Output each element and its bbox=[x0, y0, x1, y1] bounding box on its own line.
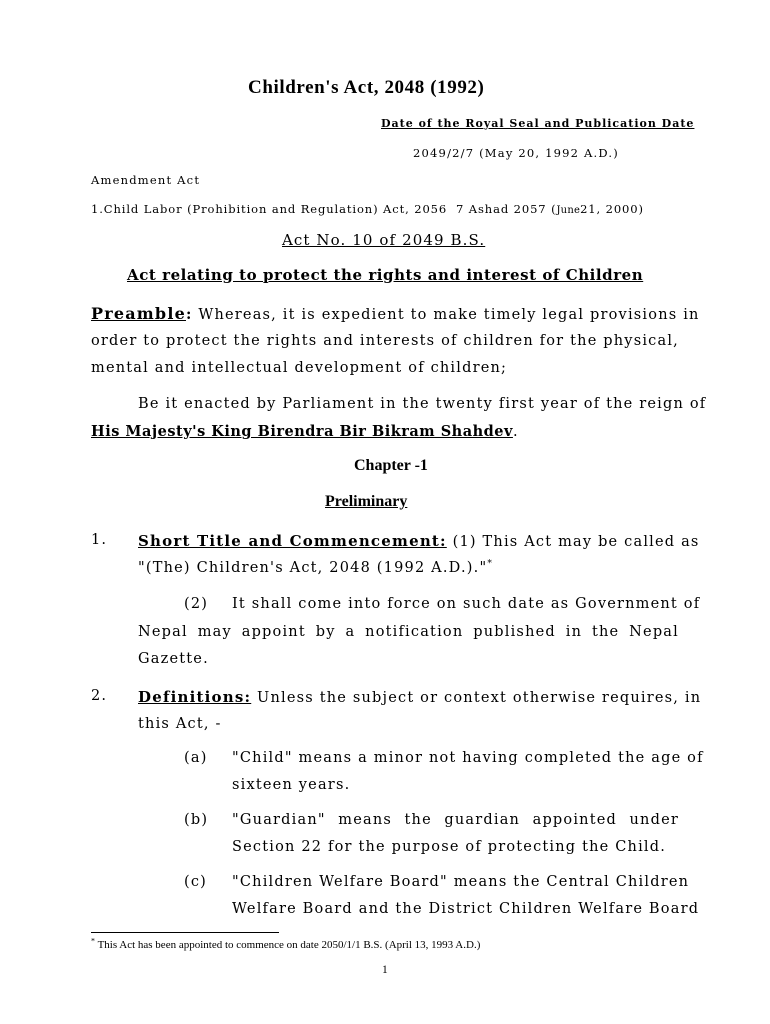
definition-c-label: (c) bbox=[184, 874, 208, 890]
section-1-number: 1. bbox=[91, 532, 108, 548]
amendment-act-name: 1.Child Labor (Prohibition and Regulation) Act, 2056 bbox=[91, 202, 448, 216]
amendment-date-prefix: 7 Ashad 2057 ( bbox=[456, 202, 557, 216]
section-1-text-2: "(The) Children's Act, 2048 (1992 A.D.)." bbox=[138, 560, 488, 576]
preamble-label: Preamble bbox=[91, 304, 186, 323]
seal-date: 2049/2/7 (May 20, 1992 A.D.) bbox=[413, 146, 619, 160]
definition-b-line-2: Section 22 for the purpose of protecting the Child. bbox=[232, 839, 667, 855]
seal-date-heading: Date of the Royal Seal and Publication Date bbox=[381, 117, 695, 130]
act-heading: Act relating to protect the rights and interest of Children bbox=[127, 266, 644, 284]
section-1-line-1 bbox=[138, 532, 700, 550]
preamble-colon: : bbox=[185, 306, 193, 323]
act-number: Act No. 10 of 2049 B.S. bbox=[282, 231, 486, 249]
amendment-date-suffix: 21, 2000) bbox=[580, 202, 644, 216]
section-1-heading: Short Title and Commencement: bbox=[138, 532, 447, 550]
preamble-line-3: mental and intellectual development of children; bbox=[91, 360, 508, 376]
footnote-divider bbox=[91, 932, 279, 933]
section-1-line-2 bbox=[138, 560, 493, 576]
footnote-reference: * bbox=[487, 559, 494, 570]
enactment-line-2 bbox=[91, 423, 518, 440]
definition-c-line-2: Welfare Board and the District Children Welfare Board bbox=[232, 901, 700, 917]
section-2-text-1: Unless the subject or context otherwise requires, in bbox=[257, 690, 702, 706]
section-1-sub-2-line-1: It shall come into force on such date as Government of bbox=[232, 596, 701, 612]
preamble-line-2: order to protect the rights and interests of children for the physical, bbox=[91, 333, 679, 349]
chapter-title: Preliminary bbox=[325, 493, 408, 510]
definition-b-line-1: "Guardian" means the guardian appointed under bbox=[232, 812, 679, 828]
enactment-period: . bbox=[512, 424, 518, 440]
amendment-heading: Amendment Act bbox=[91, 173, 201, 187]
document-title: Children's Act, 2048 (1992) bbox=[248, 77, 485, 98]
amendment-date bbox=[456, 202, 644, 216]
preamble-line-1 bbox=[91, 304, 700, 323]
chapter-heading: Chapter -1 bbox=[354, 457, 428, 474]
footnote bbox=[91, 936, 481, 951]
definition-a-label: (a) bbox=[184, 750, 208, 766]
section-1-sub-2-line-3: Gazette. bbox=[138, 651, 209, 667]
preamble-text-1: Whereas, it is expedient to make timely legal provisions in bbox=[198, 307, 700, 323]
section-2-number: 2. bbox=[91, 688, 108, 704]
definition-b-label: (b) bbox=[184, 812, 209, 828]
section-2-heading: Definitions: bbox=[138, 688, 252, 706]
definition-a-line-1: "Child" means a minor not having completed the age of bbox=[232, 750, 704, 766]
footnote-mark: * bbox=[91, 936, 95, 946]
section-1-sub-2-line-2: Nepal may appoint by a notification published in the Nepal bbox=[138, 624, 679, 640]
definition-c-line-1: "Children Welfare Board" means the Central Children bbox=[232, 874, 690, 890]
amendment-item bbox=[91, 202, 447, 216]
section-2-line-2: this Act, - bbox=[138, 716, 222, 732]
amendment-date-month: June bbox=[556, 205, 581, 216]
section-2-line-1 bbox=[138, 688, 702, 706]
footnote-text: This Act has been appointed to commence on date 2050/1/1 B.S. (April 13, 1993 A.D.) bbox=[97, 939, 481, 951]
page-number: 1 bbox=[382, 964, 388, 976]
king-name: His Majesty's King Birendra Bir Bikram Shahdev bbox=[91, 423, 513, 440]
enactment-line-1: Be it enacted by Parliament in the twenty first year of the reign of bbox=[138, 396, 707, 412]
section-1-sub-2-number: (2) bbox=[184, 596, 209, 612]
definition-a-line-2: sixteen years. bbox=[232, 777, 351, 793]
section-1-text-1: (1) This Act may be called as bbox=[452, 534, 700, 550]
